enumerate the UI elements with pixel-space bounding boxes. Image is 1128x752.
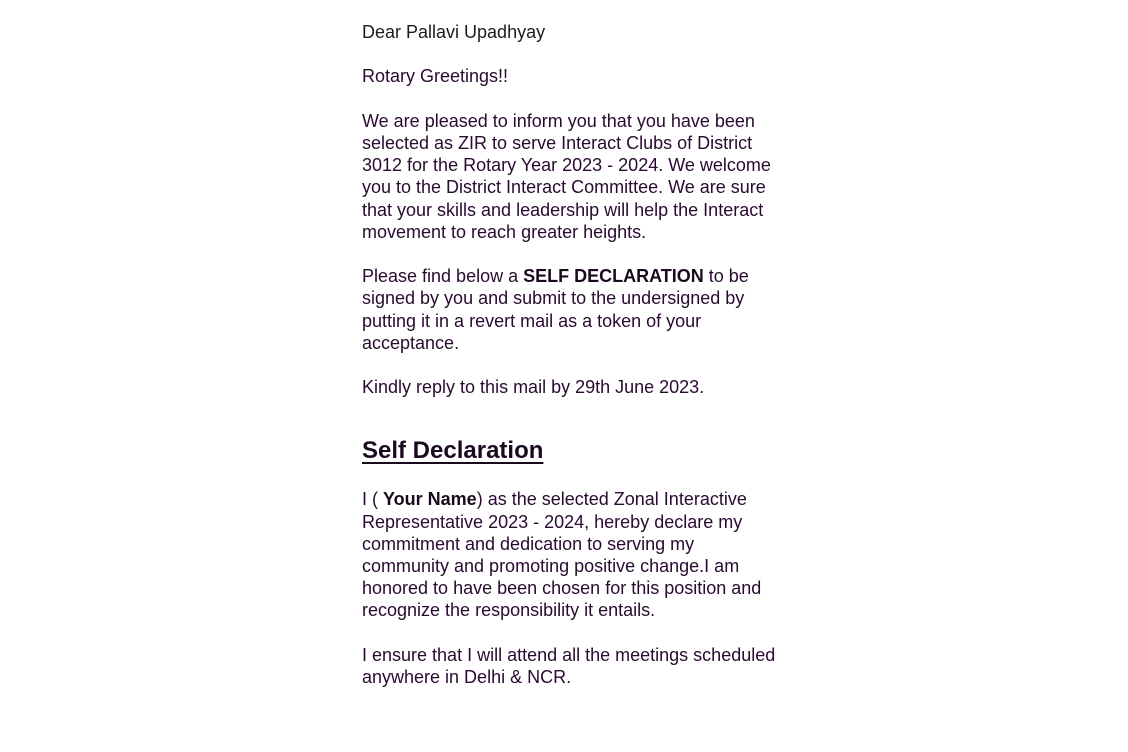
- salutation: Dear Pallavi Upadhyay: [362, 22, 546, 42]
- instruction-text-after: to be signed by you and submit to the undersigned by putting it in a revert mail as a token of your acceptance.: [362, 266, 749, 353]
- letter-body: [362, 21, 782, 710]
- declaration-text-after: ) as the selected Zonal Interactive Representative 2023 - 2024, hereby declare my commitment and dedication to serving my community and promoting positive change.I am honored to have been chosen for this position and recognize the responsibility it entails.: [362, 489, 762, 621]
- instruction-text-before: Please find below a: [362, 266, 524, 287]
- declaration-paragraph: [362, 488, 782, 621]
- reply-deadline: Kindly reply to this mail by 29th June 2023.: [362, 377, 705, 398]
- greeting: Rotary Greetings!!: [362, 66, 509, 87]
- declaration-heading: Self Declaration: [362, 437, 544, 465]
- declaration-text-before: I (: [362, 489, 383, 510]
- self-declaration-emphasis: SELF DECLARATION: [523, 266, 704, 287]
- your-name-placeholder: Your Name: [383, 489, 477, 510]
- selection-paragraph: We are pleased to inform you that you have been selected as ZIR to serve Interact Clubs of District 3012 for the Rotary Year 2023 - 2024. We welcome you to the District Interact Committee. We are sure that your skills and leadership will help the Interact movement to reach greater heights.: [362, 110, 771, 242]
- instruction-paragraph: [362, 265, 782, 354]
- attendance-paragraph: I ensure that I will attend all the meetings scheduled anywhere in Delhi & NCR.: [362, 644, 776, 687]
